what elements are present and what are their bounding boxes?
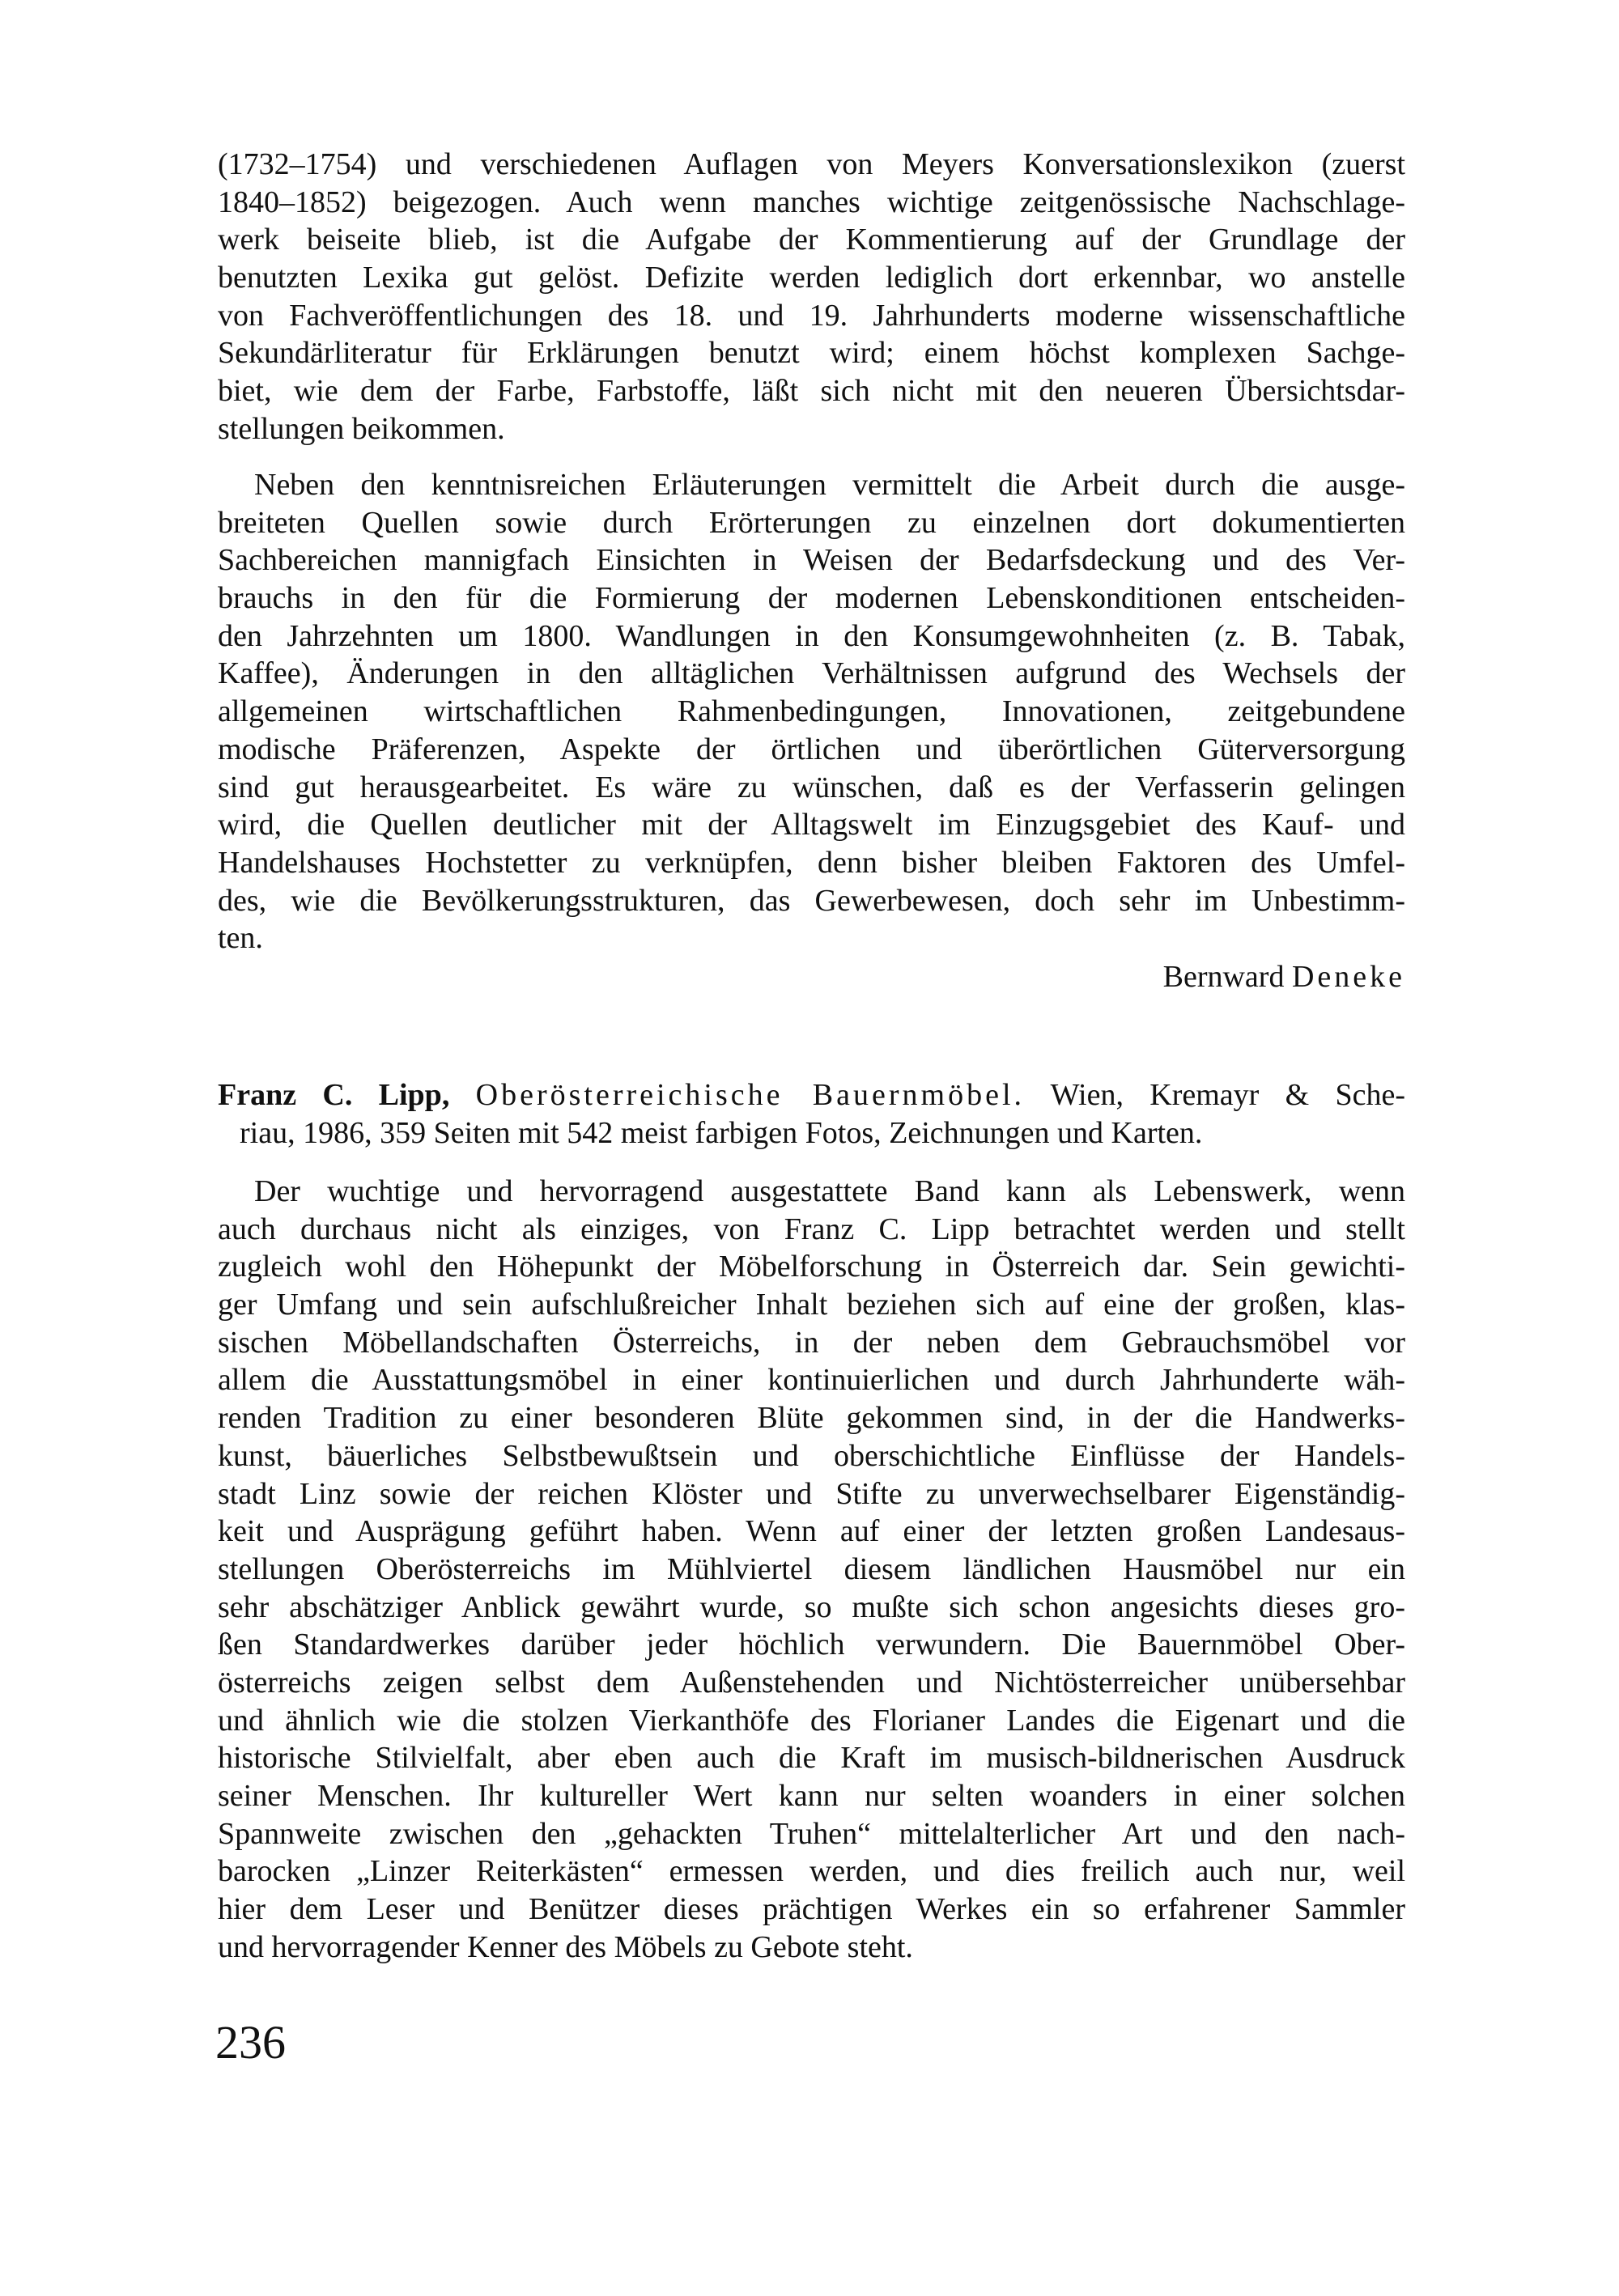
text-line: sehr abschätziger Anblick gewährt wurde, so mußte sich schon angesichts dieses gro-	[218, 1589, 1405, 1624]
text-line: sischen Möbellandschaften Österreichs, in der neben dem Gebrauchsmöbel vor	[218, 1325, 1405, 1360]
text-line: ßen Standardwerkes darüber jeder höchlich verwundern. Die Bauernmöbel Ober-	[218, 1628, 1405, 1662]
text-line: stadt Linz sowie der reichen Klöster und Stifte zu unverwechselbarer Eigenständig-	[218, 1476, 1405, 1511]
text-line: 1840–1852) beigezogen. Auch wenn manches wichtige zeitgenössische Nachschlage-	[218, 185, 1405, 219]
text-line: historische Stilvielfalt, aber eben auch die Kraft im musisch-bildnerischen Ausdruck	[218, 1741, 1405, 1776]
text-line: Handelshauses Hochstetter zu verknüpfen, denn bisher bleiben Faktoren des Umfel-	[218, 845, 1405, 880]
signature-first-name: Bernward	[1162, 960, 1285, 994]
text-line: stellungen Oberösterreichs im Mühlviertel diesem ländlichen Hausmöbel nur ein	[218, 1551, 1405, 1586]
text-line: des, wie die Bevölkerungsstrukturen, das Gewerbewesen, doch sehr im Unbestimm-	[218, 883, 1405, 918]
text-line: stellungen beikommen.	[218, 411, 505, 446]
text-line: brauchs in den für die Formierung der modernen Lebenskonditionen entscheiden-	[218, 581, 1405, 616]
text-line: wird, die Quellen deutlicher mit der Alltagswelt im Einzugsgebiet des Kauf- und	[218, 808, 1405, 842]
text-line: keit und Ausprägung geführt haben. Wenn auf einer der letzten großen Landesaus-	[218, 1514, 1405, 1549]
text-line: den Jahrzehnten um 1800. Wandlungen in den Konsumgewohnheiten (z. B. Tabak,	[218, 618, 1405, 653]
text-line: ten.	[218, 921, 263, 956]
text-line: benutzten Lexika gut gelöst. Defizite werden lediglich dort erkennbar, wo anstelle	[218, 261, 1405, 295]
text-line: modische Präferenzen, Aspekte der örtlichen und überörtlichen Güterversorgung	[218, 732, 1405, 766]
text-line: Spannweite zwischen den „gehackten Truhen“ mittelalterlicher Art und den nach-	[218, 1816, 1405, 1851]
book-title: Oberösterreichische Bauernmöbel.	[475, 1078, 1026, 1112]
text-line: zugleich wohl den Höhepunkt der Möbelforschung in Österreich dar. Sein gewichti-	[218, 1250, 1405, 1284]
text-line: werk beiseite blieb, ist die Aufgabe der Kommentierung auf der Grundlage der	[218, 223, 1405, 257]
text-line: und ähnlich wie die stolzen Vierkanthöfe des Florianer Landes die Eigenart und die	[218, 1703, 1405, 1738]
book-author: Franz C. Lipp,	[218, 1078, 450, 1112]
text-line: Neben den kenntnisreichen Erläuterungen vermittelt die Arbeit durch die ausge-	[254, 468, 1405, 502]
text-line: Sachbereichen mannigfach Einsichten in Weisen der Bedarfsdeckung und des Ver-	[218, 543, 1405, 578]
text-line: österreichs zeigen selbst dem Außenstehenden und Nichtösterreicher unübersehbar	[218, 1665, 1405, 1700]
review-heading-line-1	[218, 1076, 1405, 1114]
text-line: hier dem Leser und Benützer dieses prächtigen Werkes ein so erfahrener Sammler	[218, 1892, 1405, 1927]
paragraph-3	[218, 1173, 1405, 1966]
text-line: allem die Ausstattungsmöbel in einer kontinuierlichen und durch Jahrhunderte wäh-	[218, 1363, 1405, 1398]
page-number: 236	[215, 2016, 286, 2069]
text-line: auch durchaus nicht als einziges, von Franz C. Lipp betrachtet werden und stellt	[218, 1212, 1405, 1246]
text-line: (1732–1754) und verschiedenen Auflagen von Meyers Konversationslexikon (zuerst	[218, 147, 1405, 181]
signature-last-name: Deneke	[1291, 960, 1405, 994]
text-line: allgemeinen wirtschaftlichen Rahmenbedingungen, Innovationen, zeitgebundene	[218, 694, 1405, 729]
publication-info-continued: riau, 1986, 359 Seiten mit 542 meist farbigen Fotos, Zeichnungen und Karten.	[240, 1115, 1203, 1150]
paragraph-1	[218, 146, 1405, 448]
text-line: Sekundärliteratur für Erklärungen benutzt wird; einem höchst komplexen Sachge-	[218, 336, 1405, 371]
text-line: ger Umfang und sein aufschlußreicher Inhalt beziehen sich auf eine der großen, klas-	[218, 1288, 1405, 1322]
review-heading	[218, 1076, 1405, 1152]
text-line: Kaffee), Änderungen in den alltäglichen Verhältnissen aufgrund des Wechsels der	[218, 656, 1405, 691]
text-line: kunst, bäuerliches Selbstbewußtsein und oberschichtliche Einflüsse der Handels-	[218, 1438, 1405, 1473]
publication-info: Wien, Kremayr & Sche-	[1050, 1078, 1405, 1112]
text-line: Der wuchtige und hervorragend ausgestattete Band kann als Lebenswerk, wenn	[254, 1174, 1405, 1208]
text-line: renden Tradition zu einer besonderen Blüte gekommen sind, in der die Handwerks-	[218, 1401, 1405, 1436]
text-line: von Fachveröffentlichungen des 18. und 19. Jahrhunderts moderne wissenschaftliche	[218, 298, 1405, 333]
text-line: biet, wie dem der Farbe, Farbstoffe, läßt sich nicht mit den neueren Übersichtsdar-	[218, 374, 1405, 409]
text-line: und hervorragender Kenner des Möbels zu Gebote steht.	[218, 1929, 913, 1964]
text-line: barocken „Linzer Reiterkästen“ ermessen werden, und dies freilich auch nur, weil	[218, 1854, 1405, 1889]
reviewer-signature	[1163, 959, 1405, 995]
paragraph-2	[218, 466, 1405, 957]
text-line: breiteten Quellen sowie durch Erörterungen zu einzelnen dort dokumentierten	[218, 505, 1405, 540]
text-line: sind gut herausgearbeitet. Es wäre zu wünschen, daß es der Verfasserin gelingen	[218, 770, 1405, 804]
text-line: seiner Menschen. Ihr kultureller Wert kann nur selten woanders in einer solchen	[218, 1779, 1405, 1813]
